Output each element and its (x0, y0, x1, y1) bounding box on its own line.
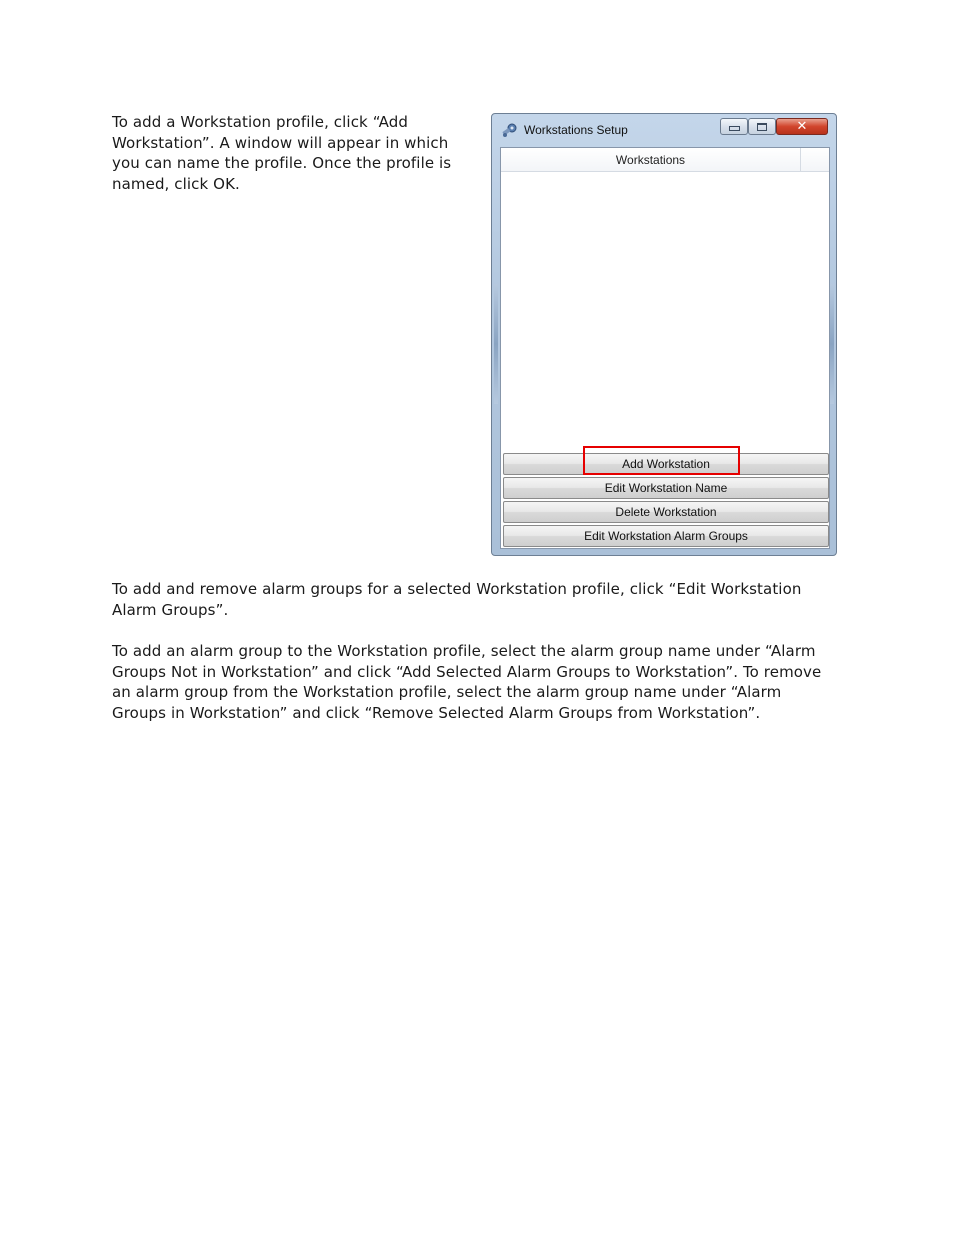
window-resize-edge-right[interactable] (830, 284, 834, 404)
minimize-icon (729, 126, 740, 131)
workstations-app-icon (501, 122, 519, 138)
intro-paragraph: To add a Workstation profile, click “Add Workstation”. A window will appear in which you can name the profile. Once the profile is named, click OK. (112, 113, 452, 194)
close-icon: ✕ (796, 119, 808, 134)
delete-workstation-button[interactable]: Delete Workstation (503, 501, 829, 523)
edit-workstation-alarm-groups-button[interactable]: Edit Workstation Alarm Groups (503, 525, 829, 547)
edit-workstation-name-button[interactable]: Edit Workstation Name (503, 477, 829, 499)
window-title: Workstations Setup (524, 123, 628, 137)
maximize-button[interactable] (748, 118, 776, 135)
maximize-icon (757, 123, 767, 131)
close-button[interactable] (776, 118, 828, 135)
add-workstation-button[interactable]: Add Workstation (503, 453, 829, 475)
add-remove-alarm-group-paragraph: To add an alarm group to the Workstation profile, select the alarm group name under “Alarm Groups Not in Workstation” and click “Add Selected Alarm Groups to Workstation”. To remove an alarm group from the Workstation profile, select the alarm group name under “Alarm Groups in Workstation” and click “Remove Selected Alarm Groups from Workstation”. (112, 642, 822, 723)
workstations-list[interactable] (501, 172, 829, 452)
window-resize-edge-left[interactable] (494, 284, 498, 404)
workstations-setup-window (491, 113, 837, 556)
window-titlebar[interactable] (492, 114, 836, 144)
minimize-button[interactable] (720, 118, 748, 135)
workstations-list-header (501, 148, 829, 172)
column-header-workstations[interactable]: Workstations (501, 148, 801, 172)
window-client-area (500, 147, 830, 549)
alarm-groups-paragraph: To add and remove alarm groups for a selected Workstation profile, click “Edit Workstation Alarm Groups”. (112, 580, 802, 619)
